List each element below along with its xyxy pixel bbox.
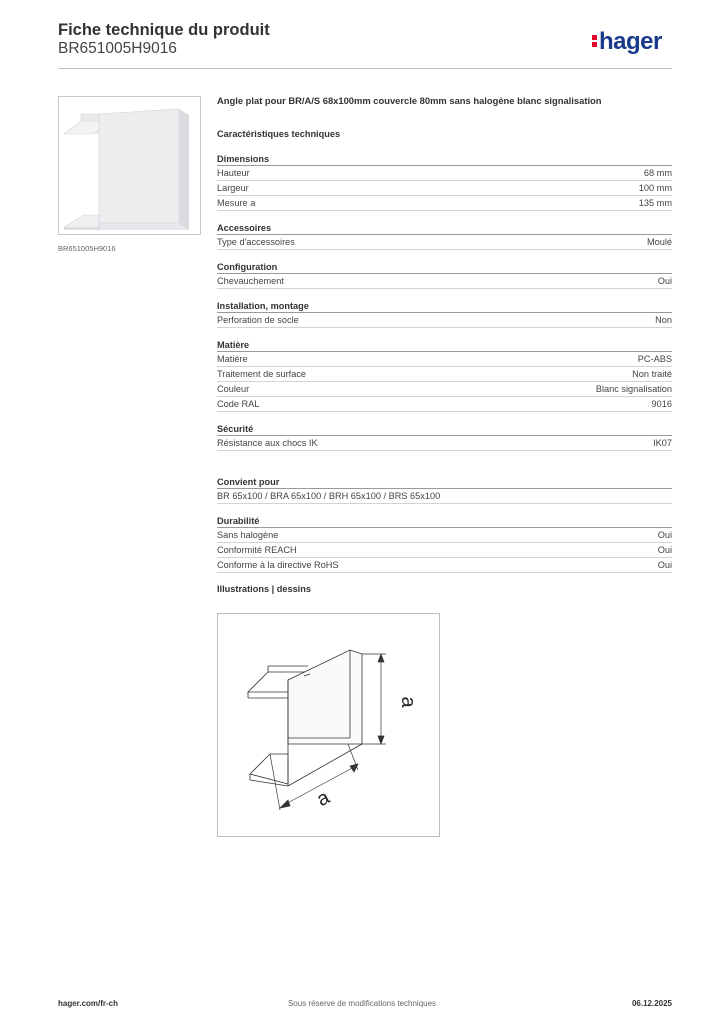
section-title: Installation, montage xyxy=(217,300,672,313)
spec-row: BR 65x100 / BRA 65x100 / BRH 65x100 / BRS 65x100 xyxy=(217,489,672,504)
dimension-label-horizontal: a xyxy=(313,786,334,812)
section-safety xyxy=(217,423,672,451)
flat-angle-drawing xyxy=(218,614,439,836)
product-thumbnail xyxy=(58,96,201,235)
flat-angle-product-image xyxy=(59,97,200,234)
header-divider xyxy=(58,68,672,69)
technical-drawing xyxy=(217,613,440,837)
section-title: Accessoires xyxy=(217,222,672,235)
footer-disclaimer: Sous réserve de modifications techniques xyxy=(287,999,437,1008)
spec-row: Résistance aux chocs IK IK07 xyxy=(217,436,672,451)
spec-row: Chevauchement Oui xyxy=(217,274,672,289)
section-title: Convient pour xyxy=(217,476,672,489)
section-material xyxy=(217,339,672,412)
spec-row: Type d'accessoires Moulé xyxy=(217,235,672,250)
characteristics-heading: Caractéristiques techniques xyxy=(217,129,341,139)
page-title: Fiche technique du produit xyxy=(58,21,270,39)
section-installation xyxy=(217,300,672,328)
section-title: Matière xyxy=(217,339,672,352)
spec-row: Matière PC-ABS xyxy=(217,352,672,367)
spec-row: Traitement de surface Non traité xyxy=(217,367,672,382)
footer-website-link[interactable]: hager.com/fr-ch xyxy=(58,999,119,1008)
spec-row: Largeur 100 mm xyxy=(217,181,672,196)
footer-date: 06.12.2025 xyxy=(631,999,672,1008)
hager-logo[interactable] xyxy=(592,28,662,56)
product-description: Angle plat pour BR/A/S 68x100mm couvercle 80mm sans halogène blanc signalisation xyxy=(217,95,602,106)
spec-row: Code RAL 9016 xyxy=(217,397,672,412)
section-durability xyxy=(217,515,672,573)
spec-row: Mesure a 135 mm xyxy=(217,196,672,211)
spec-row: Conformité REACH Oui xyxy=(217,543,672,558)
product-reference: BR651005H9016 xyxy=(58,40,177,57)
section-title: Durabilité xyxy=(217,515,672,528)
spec-row: Couleur Blanc signalisation xyxy=(217,382,672,397)
section-title: Dimensions xyxy=(217,153,672,166)
section-dimensions xyxy=(217,153,672,211)
section-title: Configuration xyxy=(217,261,672,274)
dimension-label-vertical: a xyxy=(397,696,419,708)
logo-dots-icon xyxy=(592,33,597,49)
logo-text: hager xyxy=(599,28,662,55)
illustrations-title: Illustrations | dessins xyxy=(217,584,311,594)
spec-row: Hauteur 68 mm xyxy=(217,166,672,181)
spec-row: Conforme à la directive RoHS Oui xyxy=(217,558,672,573)
section-title: Sécurité xyxy=(217,423,672,436)
thumbnail-caption: BR651005H9016 xyxy=(58,244,116,253)
spec-row: Perforation de socle Non xyxy=(217,313,672,328)
spec-row: Sans halogène Oui xyxy=(217,528,672,543)
section-accessories xyxy=(217,222,672,250)
section-compatible xyxy=(217,476,672,504)
product-details xyxy=(217,95,672,594)
section-configuration xyxy=(217,261,672,289)
